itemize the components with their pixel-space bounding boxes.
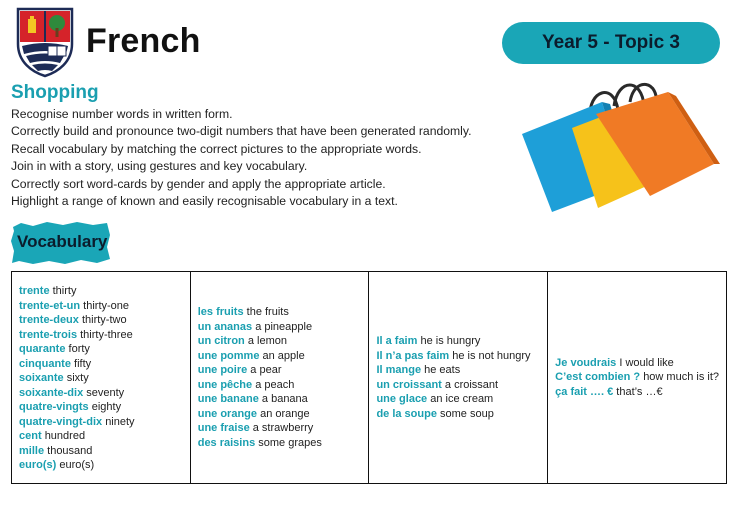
school-crest-icon [14, 6, 76, 78]
vocab-english: ninety [105, 415, 135, 428]
vocab-english: forty [68, 343, 90, 355]
vocab-french: trente-deux [19, 314, 79, 326]
objectives-list [11, 106, 511, 210]
vocab-row [19, 299, 183, 314]
vocab-english: I would like [619, 356, 674, 369]
vocab-row [376, 378, 540, 393]
vocab-french: trente-et-un [19, 299, 81, 312]
vocab-french: une orange [197, 407, 258, 420]
vocab-french: quatre-vingts [19, 401, 89, 413]
objective-item: Recognise number words in written form. [11, 107, 233, 121]
vocab-row [198, 407, 362, 422]
vocab-french: euro(s) [19, 459, 57, 471]
vocab-row [555, 385, 719, 400]
vocab-french: une fraise [197, 422, 250, 434]
vocab-french: cinquante [19, 357, 71, 370]
vocab-row [19, 400, 183, 415]
vocab-english: sixty [66, 372, 89, 384]
vocab-english: a peach [255, 378, 295, 391]
objective-item: Correctly build and pronounce two-digit numbers that have been generated randomly. [11, 124, 472, 139]
vocab-french: une banane [197, 393, 259, 405]
vocab-french: Il a faim [376, 335, 418, 347]
page-title: French [86, 22, 201, 60]
vocab-row [198, 436, 362, 451]
vocab-row [19, 328, 183, 343]
vocab-english: thousand [47, 444, 93, 457]
vocab-english: hundred [44, 430, 86, 442]
vocabulary-column-fruits [191, 272, 370, 483]
vocab-french: Il n’a pas faim [376, 349, 450, 362]
vocab-english: some soup [440, 407, 494, 420]
vocab-french: soixante [19, 372, 64, 384]
vocab-row [19, 342, 183, 357]
vocabulary-table [11, 271, 727, 484]
vocab-english: thirty [52, 285, 77, 297]
vocab-row [19, 458, 183, 473]
vocab-row [376, 334, 540, 349]
vocab-row [376, 407, 540, 422]
vocab-row [198, 349, 362, 364]
vocab-row [198, 378, 362, 393]
vocab-row [376, 392, 540, 407]
vocab-row [19, 386, 183, 401]
vocab-french: quarante [19, 343, 66, 355]
vocab-french: Je voudrais [555, 356, 617, 369]
vocab-row [19, 313, 183, 328]
vocab-french: les fruits [197, 306, 244, 318]
vocab-row [19, 284, 183, 299]
shopping-bags-icon [518, 72, 720, 212]
vocab-english: seventy [86, 386, 125, 399]
vocab-english: he eats [424, 364, 461, 376]
vocab-row [376, 349, 540, 364]
vocab-row [198, 334, 362, 349]
vocab-english: fifty [74, 357, 92, 370]
vocab-french: une poire [197, 364, 248, 376]
vocab-english: eighty [91, 401, 122, 413]
vocab-row [555, 356, 719, 371]
vocabulary-column-food [369, 272, 548, 483]
vocab-english: a croissant [444, 378, 499, 391]
vocab-english: thirty-two [81, 314, 127, 326]
objective-item: Correctly sort word-cards by gender and apply the appropriate article. [11, 176, 386, 191]
vocab-french: un ananas [197, 320, 253, 333]
vocab-row [198, 392, 362, 407]
vocab-french: cent [19, 430, 42, 442]
vocab-french: une glace [376, 393, 428, 405]
objective-item: Highlight a range of known and easily recognisable vocabulary in a text. [11, 194, 398, 209]
vocab-english: an apple [262, 349, 305, 362]
vocab-english: a pineapple [255, 320, 313, 333]
vocab-french: de la soupe [376, 407, 437, 420]
vocab-english: a pear [250, 364, 282, 376]
vocabulary-column-numbers [12, 272, 191, 483]
vocab-french: une pomme [197, 349, 260, 362]
objective-item: Join in with a story, using gestures and key vocabulary. [11, 159, 308, 174]
vocabulary-column-shopping [548, 272, 726, 483]
vocab-row [19, 357, 183, 372]
vocab-english: that’s …€ [616, 385, 663, 398]
vocab-row [198, 363, 362, 378]
vocab-english: an ice cream [430, 393, 494, 405]
vocab-english: a lemon [247, 335, 287, 347]
vocab-english: how much is it? [643, 371, 719, 384]
topic-subtitle: Shopping [11, 82, 99, 103]
vocab-row [198, 421, 362, 436]
vocabulary-label-text: Vocabulary [17, 232, 108, 251]
vocab-french: une pêche [197, 378, 253, 391]
vocab-english: an orange [260, 407, 310, 420]
vocab-row [19, 444, 183, 459]
vocab-english: he is hungry [420, 335, 481, 347]
vocab-row [555, 370, 719, 385]
topic-badge: Year 5 - Topic 3 [502, 22, 720, 64]
vocab-french: ça fait …. € [555, 385, 614, 398]
vocab-row [19, 429, 183, 444]
vocab-french: un citron [197, 335, 245, 347]
vocab-french: Il mange [376, 364, 422, 376]
vocab-row [19, 415, 183, 430]
vocab-row [376, 363, 540, 378]
vocab-french: soixante-dix [19, 386, 84, 399]
objective-item: Recall vocabulary by matching the correct pictures to the appropriate words. [11, 141, 422, 156]
vocab-french: des raisins [197, 436, 256, 449]
vocab-english: a banana [261, 393, 308, 405]
vocab-french: trente-trois [19, 328, 78, 341]
vocab-english: the fruits [246, 306, 289, 318]
vocab-english: thirty-three [80, 328, 133, 341]
vocab-english: thirty-one [83, 299, 130, 312]
vocab-english: euro(s) [59, 459, 95, 471]
vocab-row [19, 371, 183, 386]
vocab-french: trente [19, 285, 50, 297]
vocab-row [198, 320, 362, 335]
vocab-row [198, 305, 362, 320]
vocab-english: a strawberry [252, 422, 314, 434]
vocab-french: un croissant [376, 378, 442, 391]
vocab-french: C’est combien ? [555, 371, 641, 384]
vocab-french: quatre-vingt-dix [19, 415, 103, 428]
vocab-english: he is not hungry [452, 349, 531, 362]
vocab-english: some grapes [258, 436, 322, 449]
vocab-french: mille [19, 444, 45, 457]
